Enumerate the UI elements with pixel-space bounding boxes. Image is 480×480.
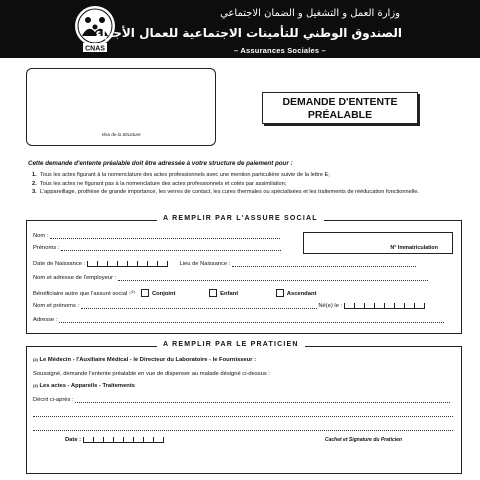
practitioner-date-boxes[interactable] <box>83 437 164 443</box>
header-subtitle: – Assurances Sociales – <box>234 46 326 55</box>
intro-text: Cette demande d'entente préalable doit être adressée à votre structure de paiement pour : <box>28 160 293 167</box>
employer-field[interactable] <box>118 275 428 281</box>
date-row: Date : <box>65 437 164 443</box>
address-field[interactable] <box>59 317 444 323</box>
practitioner-section-title: A REMPLIR PAR LE PRATICIEN <box>157 341 305 348</box>
beneficiary-name-field[interactable] <box>81 303 317 309</box>
prenoms-field[interactable] <box>61 245 281 251</box>
fund-arabic: الصندوق الوطني للتأمينات الاجتماعية للعمال الأجراء <box>95 26 402 40</box>
employer-row: Nom et adresse de l'employeur : <box>33 275 428 281</box>
visa-label: Visa de la Structure <box>101 132 141 137</box>
description-line-1[interactable] <box>75 397 450 403</box>
ascendant-checkbox[interactable] <box>276 289 284 297</box>
list-item: 2. Tous les actes ne figurant pas à la nomenclature des actes professionnels et cotés par assimilation; <box>32 180 287 187</box>
birth-place-field[interactable] <box>232 261 416 267</box>
description-line-2[interactable] <box>33 411 453 417</box>
insured-section-title: A REMPLIR PAR L'ASSURE SOCIAL <box>157 215 324 222</box>
svg-text:CNAS: CNAS <box>85 45 105 53</box>
visa-box <box>26 68 216 146</box>
request-statement: Soussigné, demande l'entente préalable en vue de dispenser au malade désigné ci-dessus : <box>33 371 271 377</box>
beneficiary-birth-boxes[interactable] <box>344 303 425 309</box>
beneficiary-row: Bénéficiaire autre que l'assuré social :$^{(1)}$ Conjoint Enfant Ascendant <box>33 289 317 297</box>
birth-row: Date de Naissance : Lieu de Naissance : <box>33 261 416 267</box>
list-item: 1. Tous les actes figurant à la nomenclature des actes professionnels avec une mention particulière suivie de la lettre E; <box>32 172 330 178</box>
nom-row: Nom : <box>33 233 280 239</box>
insured-section <box>26 215 462 334</box>
description-row <box>33 411 453 417</box>
immatriculation-box[interactable] <box>303 232 453 254</box>
practitioner-type: $^{(2)}$ Le Médecin - l'Auxiliaire Médical - le Directeur du Laboratoire - le Fournisseur : <box>33 357 257 363</box>
practitioner-section <box>26 341 462 474</box>
header-banner <box>0 0 480 58</box>
title-line-1: DEMANDE D'ENTENTE <box>282 96 398 108</box>
prenoms-row: Prénoms : <box>33 245 281 251</box>
address-row: Adresse : <box>33 317 444 323</box>
description-row: Décrit ci-après : <box>33 397 450 403</box>
title-line-2: PRÉALABLE <box>307 109 373 121</box>
document-title <box>262 92 418 124</box>
nom-field[interactable] <box>50 233 280 239</box>
enfant-checkbox[interactable] <box>209 289 217 297</box>
description-line-3[interactable] <box>33 425 453 431</box>
immatriculation-label: N° Immatriculation <box>390 245 438 251</box>
ministry-arabic: وزارة العمل و التشغيل و الضمان الاجتماعي <box>220 8 400 19</box>
acts-heading: $^{(2)}$ Les actes - Appareils - Traitements <box>33 383 135 389</box>
signature-label: Cachet et Signature du Praticien <box>325 437 402 443</box>
conditions-list <box>32 172 450 198</box>
description-row <box>33 425 453 431</box>
birth-date-boxes[interactable] <box>87 261 168 267</box>
beneficiary-name-row: Nom et prénoms : Né(e) le : <box>33 303 425 309</box>
list-item: 3. L'appareillage, prothèse de grande importance, les verres de contact, les cures thermales ou spécialisées et les traitements de rééducation fonctionnelle. <box>32 189 419 196</box>
conjoint-checkbox[interactable] <box>141 289 149 297</box>
